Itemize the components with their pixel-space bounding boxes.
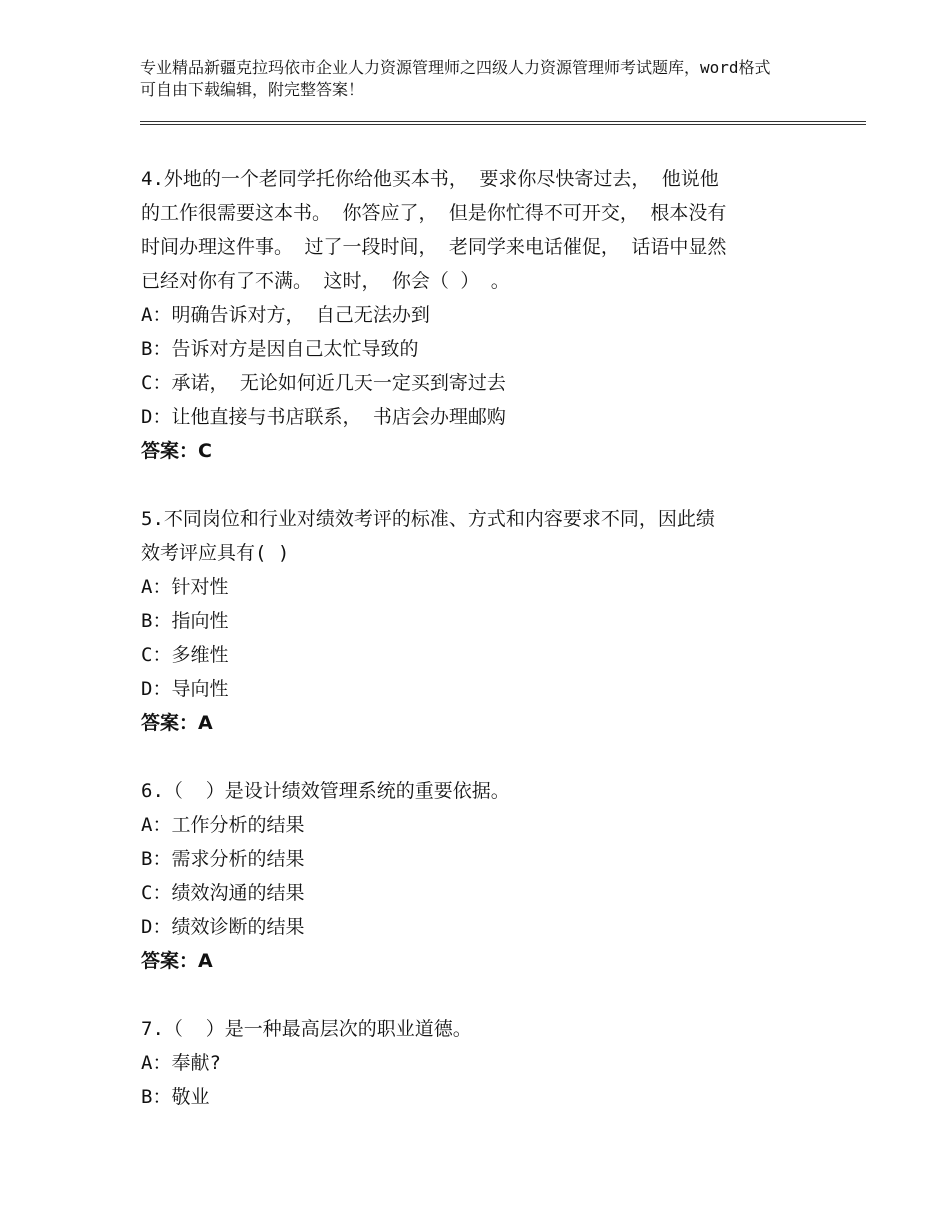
- question-stem-line: 4.外地的一个老同学托你给他买本书， 要求你尽快寄过去， 他说他: [141, 168, 719, 190]
- header-divider-line: [140, 124, 866, 125]
- answer-line: 答案：C: [141, 440, 212, 462]
- option-b: B：指向性: [141, 610, 229, 632]
- option-c: C：多维性: [141, 644, 229, 666]
- question-list: [141, 162, 821, 1148]
- header-divider-line: [140, 121, 866, 122]
- document-header: 专业精品新疆克拉玛依市企业人力资源管理师之四级人力资源管理师考试题库，word格式可自由下载编辑，附完整答案！: [140, 58, 771, 99]
- question-stem-line: 时间办理这件事。 过了一段时间， 老同学来电话催促， 话语中显然: [141, 236, 727, 258]
- option-c: C：承诺， 无论如何近几天一定买到寄过去: [141, 372, 506, 394]
- question-stem-line: 6.（ ）是设计绩效管理系统的重要依据。: [141, 780, 510, 802]
- answer-line: 答案：A: [141, 950, 213, 972]
- option-a: A：明确告诉对方， 自己无法办到: [141, 304, 430, 326]
- question-stem-line: 7.（ ）是一种最高层次的职业道德。: [141, 1018, 472, 1040]
- option-b: B：需求分析的结果: [141, 848, 305, 870]
- option-d: D：让他直接与书店联系， 书店会办理邮购: [141, 406, 506, 428]
- option-b: B：告诉对方是因自己太忙导致的: [141, 338, 419, 360]
- option-d: D：绩效诊断的结果: [141, 916, 305, 938]
- option-d: D：导向性: [141, 678, 229, 700]
- question-stem-line: 5.不同岗位和行业对绩效考评的标准、方式和内容要求不同，因此绩: [141, 508, 715, 530]
- option-a: A：针对性: [141, 576, 229, 598]
- question-6: [141, 774, 821, 978]
- option-c: C：绩效沟通的结果: [141, 882, 305, 904]
- answer-line: 答案：A: [141, 712, 213, 734]
- question-stem-line: 效考评应具有( ): [141, 542, 290, 564]
- option-b: B：敬业: [141, 1086, 210, 1108]
- option-a: A：奉献?: [141, 1052, 221, 1074]
- question-stem-line: 已经对你有了不满。 这时， 你会（ ） 。: [141, 270, 510, 292]
- question-5: [141, 502, 821, 740]
- option-a: A：工作分析的结果: [141, 814, 305, 836]
- question-4: [141, 162, 821, 468]
- question-7: [141, 1012, 821, 1114]
- question-stem-line: 的工作很需要这本书。 你答应了， 但是你忙得不可开交， 根本没有: [141, 202, 727, 224]
